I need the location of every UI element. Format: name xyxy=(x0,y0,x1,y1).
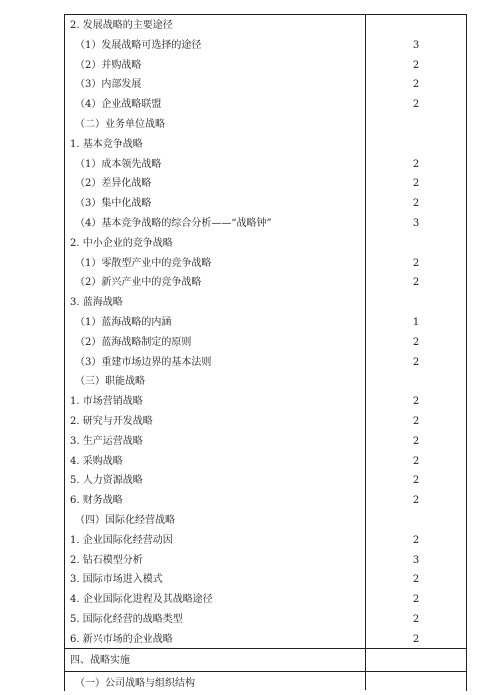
row-value: 2 xyxy=(412,356,420,368)
table-row xyxy=(65,136,466,156)
row-value: 2 xyxy=(412,435,420,447)
row-label: 2. 钻石模型分析 xyxy=(70,554,143,566)
row-divider xyxy=(64,671,466,672)
row-value: 3 xyxy=(412,39,420,51)
row-label: （一）公司战略与组织结构 xyxy=(75,678,195,689)
row-label: 3. 国际市场进入模式 xyxy=(70,574,163,586)
table-row xyxy=(65,393,466,413)
table-row xyxy=(65,552,466,572)
table-row xyxy=(65,591,466,611)
row-label: （3）内部发展 xyxy=(75,79,142,91)
table-row xyxy=(65,116,466,136)
row-label: 1. 基本竞争战略 xyxy=(70,138,143,150)
row-label: （三）职能战略 xyxy=(75,376,145,388)
row-label: （1）成本领先战略 xyxy=(75,158,162,170)
table-row xyxy=(65,255,466,275)
table-row xyxy=(65,274,466,294)
row-label: （2）蓝海战略制定的原则 xyxy=(75,336,192,348)
table-row xyxy=(65,37,466,57)
row-value: 2 xyxy=(412,178,420,190)
row-value: 2 xyxy=(412,534,420,546)
row-label: （2）差异化战略 xyxy=(75,178,152,190)
row-value: 1 xyxy=(412,317,420,328)
row-value: 2 xyxy=(412,277,420,289)
row-label: （1）蓝海战略的内涵 xyxy=(75,317,172,328)
row-label: （四）国际化经营战略 xyxy=(75,515,175,526)
table-row xyxy=(65,235,466,255)
table-row xyxy=(65,334,466,354)
row-value: 3 xyxy=(412,554,420,566)
row-label: 4. 企业国际化进程及其战略途径 xyxy=(70,594,213,606)
row-label: （4）基本竞争战略的综合分析——“战略钟” xyxy=(75,218,272,229)
row-value: 2 xyxy=(412,257,420,269)
row-value: 2 xyxy=(412,475,420,487)
row-value: 2 xyxy=(412,99,420,111)
table-row xyxy=(65,314,466,334)
table-row xyxy=(65,294,466,314)
table-row xyxy=(65,453,466,473)
table-row xyxy=(65,611,466,631)
syllabus-table xyxy=(64,14,467,691)
row-label: （3）集中化战略 xyxy=(75,198,152,210)
row-value: 2 xyxy=(412,614,420,625)
row-label: （1）发展战略可选择的途径 xyxy=(75,39,202,51)
row-label: （二）业务单位战略 xyxy=(75,119,165,130)
table-row xyxy=(65,96,466,116)
table-row xyxy=(65,512,466,532)
row-value: 2 xyxy=(412,455,420,467)
row-label: 6. 财务战略 xyxy=(70,495,123,507)
row-label: 4. 采购战略 xyxy=(70,455,123,467)
table-row xyxy=(65,17,466,37)
table-row xyxy=(65,57,466,77)
table-row xyxy=(65,472,466,492)
table-row xyxy=(65,492,466,512)
row-label: 3. 生产运营战略 xyxy=(70,435,143,447)
row-value: 2 xyxy=(412,79,420,91)
table-row xyxy=(65,675,466,695)
table-row xyxy=(65,354,466,374)
row-value: 3 xyxy=(412,218,420,229)
row-label: （2）新兴产业中的竞争战略 xyxy=(75,277,202,289)
row-label: 2. 发展战略的主要途径 xyxy=(70,20,173,31)
table-row xyxy=(65,373,466,393)
row-value: 2 xyxy=(412,633,420,645)
row-value: 2 xyxy=(412,336,420,348)
row-value: 2 xyxy=(412,158,420,170)
row-value: 2 xyxy=(412,396,420,408)
row-value: 2 xyxy=(412,574,420,586)
row-label: 1. 企业国际化经营动因 xyxy=(70,534,173,546)
row-value: 2 xyxy=(412,495,420,507)
row-label: （3）重建市场边界的基本法则 xyxy=(75,356,212,368)
row-label: 四、战略实施 xyxy=(70,655,130,666)
row-label: 5. 人力资源战略 xyxy=(70,475,143,487)
table-row xyxy=(65,413,466,433)
row-label: 2. 研究与开发战略 xyxy=(70,416,153,427)
row-label: （1）零散型产业中的竞争战略 xyxy=(75,257,212,269)
table-row xyxy=(65,652,466,672)
table-row xyxy=(65,195,466,215)
row-label: 1. 市场营销战略 xyxy=(70,396,143,408)
row-value: 2 xyxy=(412,416,420,427)
row-value: 2 xyxy=(412,59,420,71)
row-label: （4）企业战略联盟 xyxy=(75,99,162,111)
row-divider xyxy=(64,648,466,649)
table-row xyxy=(65,76,466,96)
table-row xyxy=(65,175,466,195)
row-value: 2 xyxy=(412,594,420,606)
row-label: 3. 蓝海战略 xyxy=(70,297,123,309)
row-label: 5. 国际化经营的战略类型 xyxy=(70,614,183,625)
table-row xyxy=(65,571,466,591)
table-row xyxy=(65,215,466,235)
column-divider xyxy=(365,14,366,690)
row-label: （2）并购战略 xyxy=(75,59,142,71)
row-label: 2. 中小企业的竞争战略 xyxy=(70,237,173,249)
table-row xyxy=(65,156,466,176)
table-row xyxy=(65,433,466,453)
table-row xyxy=(65,532,466,552)
row-label: 6. 新兴市场的企业战略 xyxy=(70,633,173,645)
row-value: 2 xyxy=(412,198,420,210)
